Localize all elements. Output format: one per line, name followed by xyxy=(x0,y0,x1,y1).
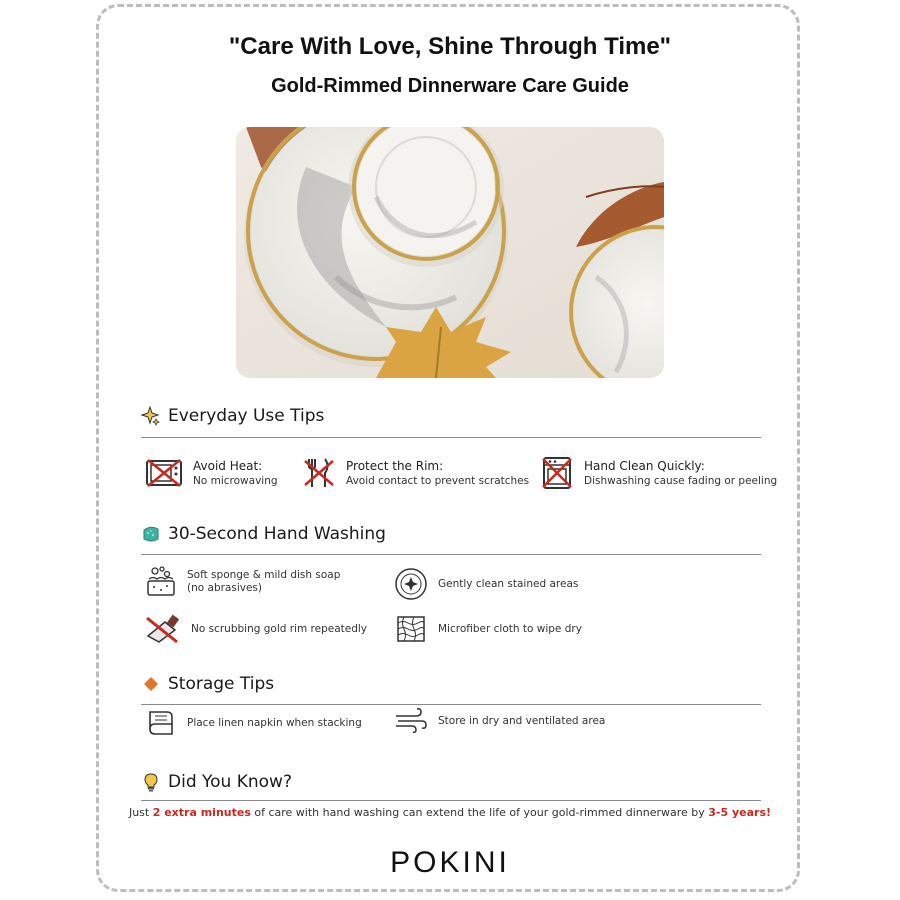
tip-avoid-heat xyxy=(145,456,278,490)
know-highlight-minutes: 2 extra minutes xyxy=(152,806,251,819)
section-divider xyxy=(141,554,761,555)
wash-item-line1: Microfiber cloth to wipe dry xyxy=(438,622,582,635)
tip-title: Avoid Heat: xyxy=(193,459,263,473)
storage-item-line1: Store in dry and ventilated area xyxy=(438,714,606,727)
brand-logo: POKINI xyxy=(390,846,510,879)
section-washing-title: 30-Second Hand Washing xyxy=(168,524,386,544)
wash-item-sponge xyxy=(145,565,340,599)
wind-icon xyxy=(394,704,428,738)
section-know-title: Did You Know? xyxy=(168,772,292,792)
wash-item-microfiber xyxy=(394,612,582,646)
wash-item-no-scrub xyxy=(145,612,367,646)
did-you-know-text xyxy=(0,806,900,819)
storage-item-napkin xyxy=(145,706,362,740)
napkin-icon xyxy=(145,706,177,740)
sparkle-icon xyxy=(141,406,161,426)
microfiber-cloth-icon xyxy=(394,612,428,646)
no-microwave-icon xyxy=(145,456,183,490)
wash-item-line1: No scrubbing gold rim repeatedly xyxy=(191,622,368,635)
tip-hand-clean xyxy=(540,456,777,490)
wash-item-stain xyxy=(394,567,578,601)
stain-circle-icon xyxy=(394,567,428,601)
section-everyday-header xyxy=(141,406,324,426)
tip-desc: Dishwashing cause fading or peeling xyxy=(584,475,778,487)
dinnerware-photo xyxy=(236,127,664,378)
section-everyday-title: Everyday Use Tips xyxy=(168,406,325,426)
no-scrub-icon xyxy=(145,612,181,646)
wash-item-line1: Gently clean stained areas xyxy=(438,577,579,590)
soap-bubbles-icon xyxy=(145,565,177,599)
wash-item-line1: Soft sponge & mild dish soap xyxy=(187,569,341,581)
sponge-icon xyxy=(141,524,161,544)
no-dishwasher-icon xyxy=(540,456,574,490)
tip-protect-rim xyxy=(302,456,529,490)
tip-desc: No microwaving xyxy=(193,475,278,487)
section-know-header xyxy=(141,772,292,792)
tip-title: Protect the Rim: xyxy=(346,459,444,473)
tip-desc: Avoid contact to prevent scratches xyxy=(346,475,530,487)
know-text-before: Just xyxy=(128,806,153,819)
lightbulb-icon xyxy=(141,772,161,792)
page-title: "Care With Love, Shine Through Time" xyxy=(228,33,672,60)
section-divider xyxy=(141,437,761,438)
know-highlight-years: 3-5 years! xyxy=(708,806,772,819)
storage-item-line1: Place linen napkin when stacking xyxy=(187,716,362,729)
section-washing-header xyxy=(141,524,386,544)
no-cutlery-icon xyxy=(302,456,336,490)
diamond-icon xyxy=(141,674,161,694)
page-subtitle: Gold-Rimmed Dinnerware Care Guide xyxy=(271,75,629,97)
wash-item-line2: (no abrasives) xyxy=(187,582,262,594)
dinnerware-illustration xyxy=(236,127,664,378)
know-text-middle: of care with hand washing can extend the life of your gold-rimmed dinnerware by xyxy=(250,806,709,819)
section-storage-title: Storage Tips xyxy=(168,674,275,694)
section-storage-header xyxy=(141,674,274,694)
storage-item-ventilated xyxy=(394,704,605,738)
section-divider xyxy=(141,800,761,801)
tip-title: Hand Clean Quickly: xyxy=(584,459,705,473)
